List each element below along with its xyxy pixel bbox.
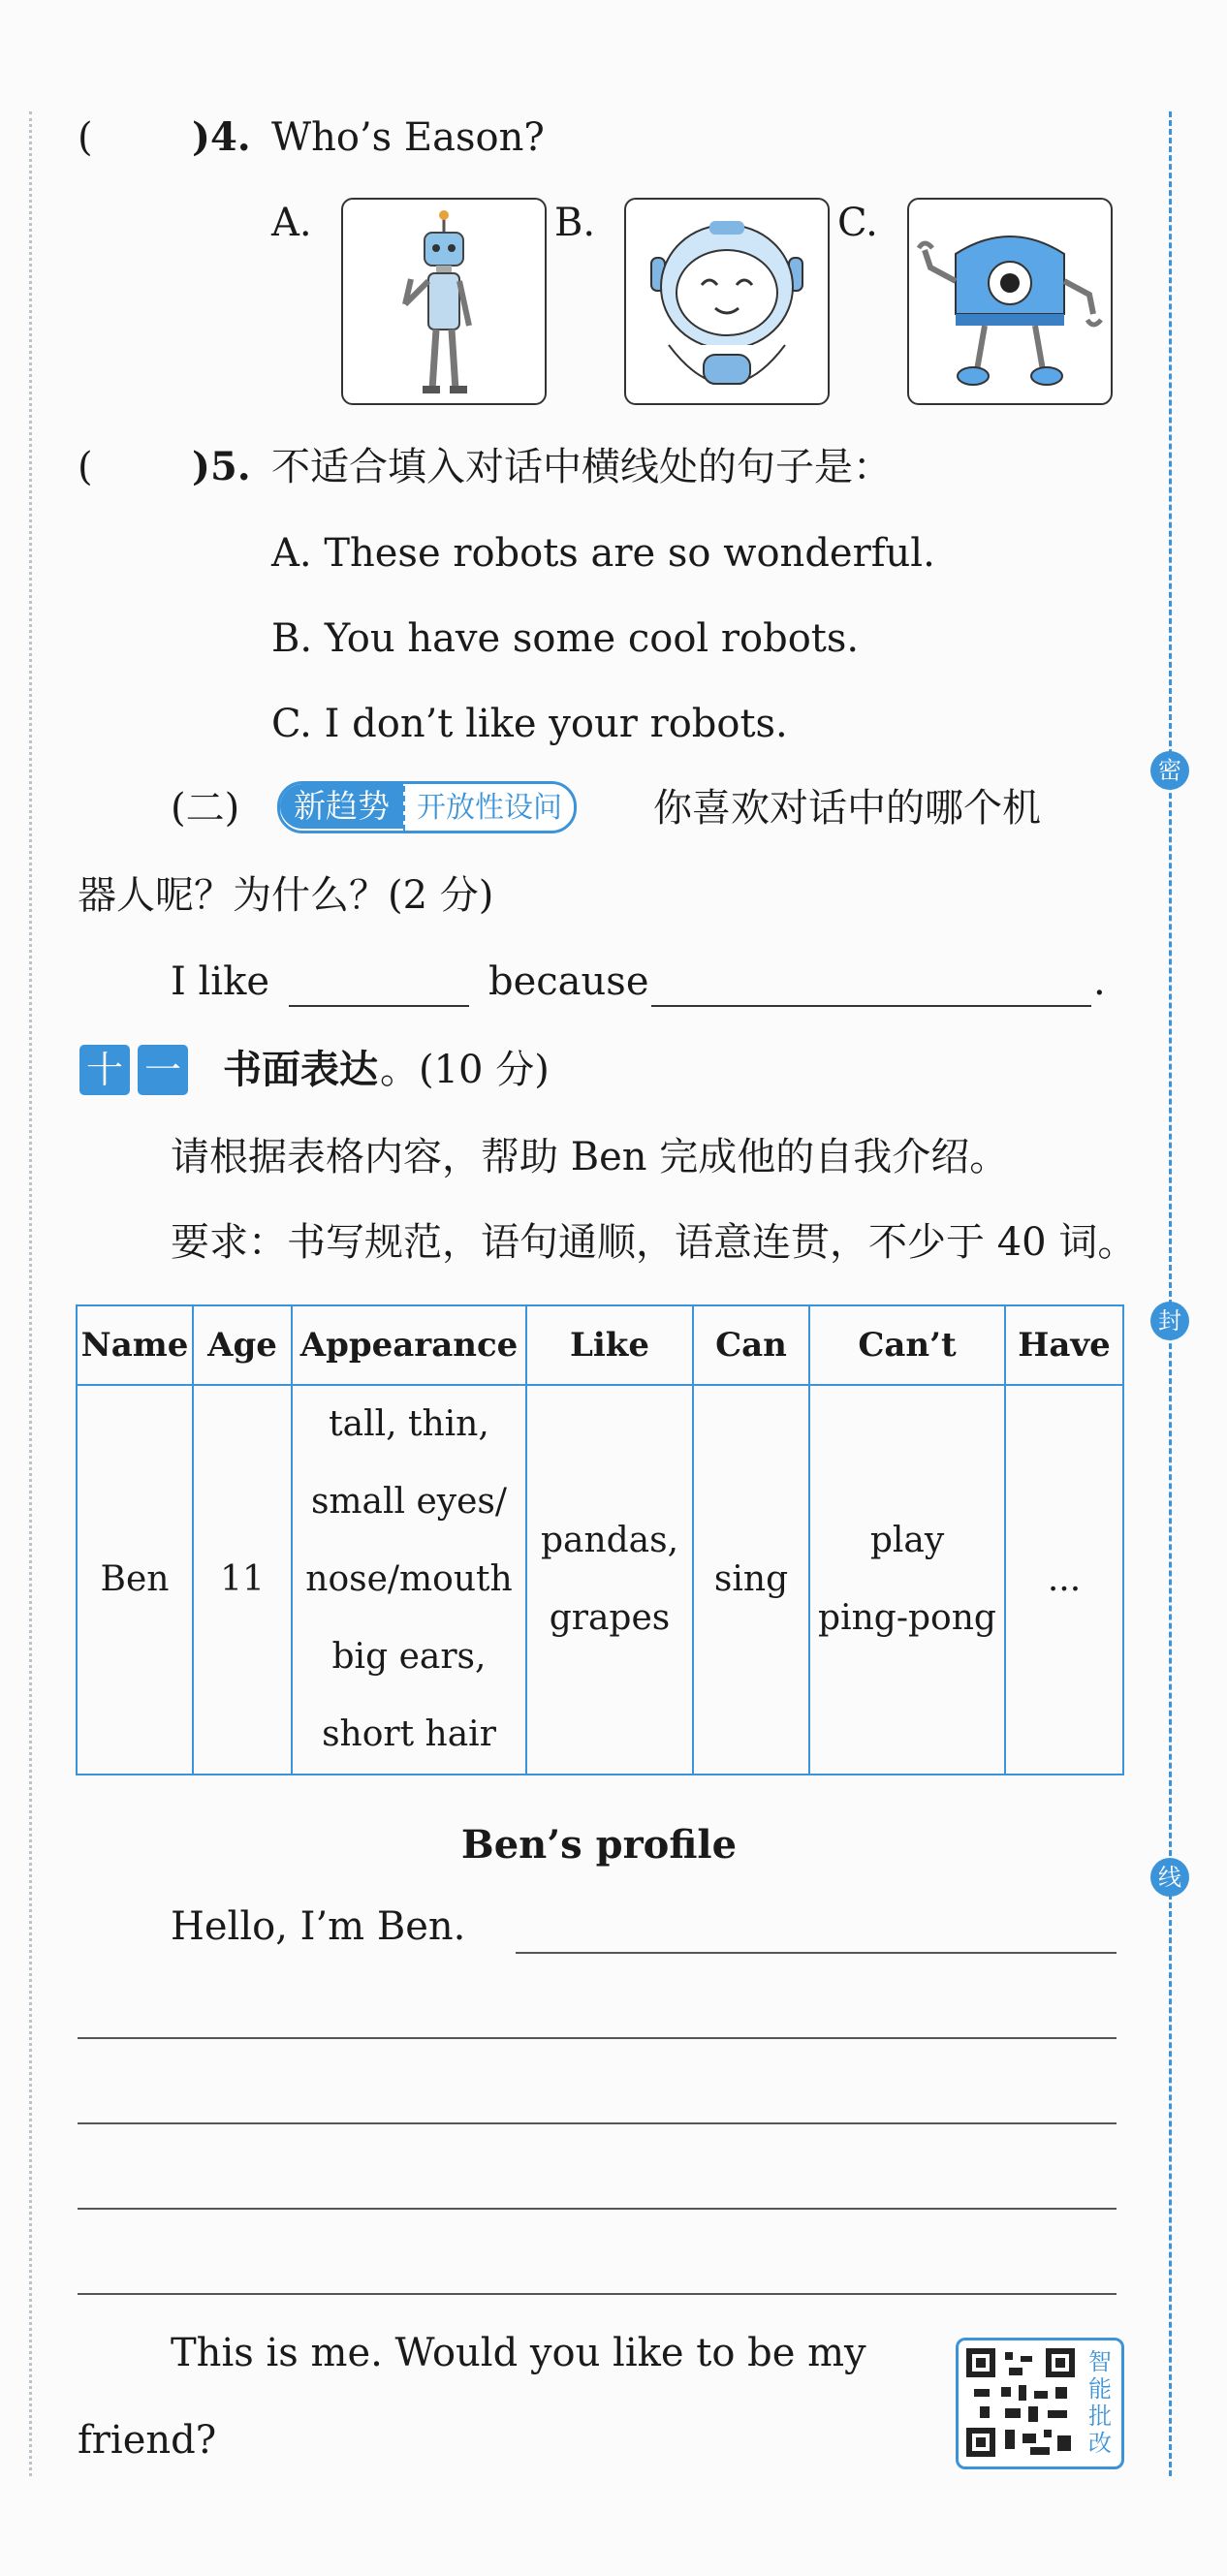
q4-option-c-image[interactable] <box>907 198 1113 405</box>
cell-appearance <box>292 1385 526 1775</box>
appearance-line: small eyes/ <box>310 1482 508 1522</box>
new-trend-tag-left: 新趋势 <box>280 784 403 829</box>
cell-like <box>526 1385 693 1775</box>
ben-info-table <box>76 1304 1124 1775</box>
qr-label-char: 智 <box>1088 2348 1112 2375</box>
cant-line: play <box>869 1521 945 1560</box>
q5-option-b: B. You have some cool robots. <box>271 616 860 661</box>
q4-option-b-label: B. <box>554 201 596 245</box>
q5-question: 不适合填入对话中横线处的句子是： <box>271 445 892 489</box>
q5-number: )5. <box>192 444 251 489</box>
one-eye-robot-with-claws-icon <box>909 200 1111 403</box>
cell-cant <box>809 1385 1005 1775</box>
part2-label: (二) <box>171 786 240 831</box>
header-age: Age <box>193 1305 292 1385</box>
profile-closing-line1: This is me. Would you like to be my <box>171 2331 866 2375</box>
cell-name: Ben <box>77 1385 193 1775</box>
q4-option-c-label: C. <box>837 201 878 245</box>
profile-closing-line2: friend? <box>78 2418 217 2463</box>
answer-blank-reason[interactable] <box>651 1005 1091 1007</box>
qr-label-char: 能 <box>1088 2375 1112 2403</box>
appearance-line: big ears, <box>331 1637 487 1677</box>
header-appearance: Appearance <box>292 1305 526 1385</box>
cell-have: ... <box>1005 1385 1123 1775</box>
appearance-line: nose/mouth <box>305 1559 513 1599</box>
cell-can: sing <box>693 1385 809 1775</box>
cell-age: 11 <box>193 1385 292 1775</box>
part2-question-line1: 你喜欢对话中的哪个机 <box>653 786 1041 831</box>
header-cant: Can’t <box>809 1305 1005 1385</box>
answer-blank-robot[interactable] <box>289 1005 469 1007</box>
table-header-row <box>77 1305 1123 1385</box>
part2-question-line2: 器人呢？为什么？(2 分) <box>78 873 494 918</box>
like-line: grapes <box>549 1598 671 1638</box>
qr-label-char: 改 <box>1088 2430 1112 2457</box>
q5-paren-open: ( <box>78 445 93 489</box>
section-points: 。(10 分) <box>380 1048 550 1092</box>
table-row <box>77 1385 1123 1775</box>
q4-option-b-image[interactable] <box>624 198 830 405</box>
q4-option-a-label: A. <box>271 201 312 245</box>
qr-label <box>1086 2348 1114 2457</box>
q5-option-a: A. These robots are so wonderful. <box>271 531 935 576</box>
profile-title: Ben’s profile <box>460 1822 738 1868</box>
cant-line: ping-pong <box>818 1598 996 1638</box>
smart-grading-qr[interactable] <box>956 2338 1124 2469</box>
header-like: Like <box>526 1305 693 1385</box>
side-mark-xian: 线 <box>1150 1858 1189 1897</box>
section-requirement: 要求：书写规范，语句通顺，语意连贯，不少于 40 词。 <box>171 1220 1137 1265</box>
appearance-line: tall, thin, <box>329 1404 489 1444</box>
writing-line[interactable] <box>78 2037 1117 2039</box>
section-number-one: 一 <box>138 1045 188 1095</box>
writing-line[interactable] <box>516 1952 1117 1954</box>
header-can: Can <box>693 1305 809 1385</box>
round-head-helmet-robot-icon <box>626 200 828 403</box>
cut-dashed-line <box>1169 111 1172 2476</box>
writing-line[interactable] <box>78 2208 1117 2210</box>
answer-i-like: I like <box>171 959 270 1004</box>
side-mark-mi: 密 <box>1150 751 1189 790</box>
header-name: Name <box>77 1305 193 1385</box>
section-instruction: 请根据表格内容，帮助 Ben 完成他的自我介绍。 <box>171 1135 1009 1179</box>
new-trend-tag <box>277 781 577 833</box>
q4-number: )4. <box>192 114 251 160</box>
qr-label-char: 批 <box>1088 2403 1112 2430</box>
q4-paren-open: ( <box>78 115 93 160</box>
writing-line[interactable] <box>78 2122 1117 2124</box>
qr-code-icon <box>966 2348 1075 2457</box>
writing-line[interactable] <box>78 2293 1117 2295</box>
answer-because: because <box>488 959 649 1004</box>
side-mark-feng: 封 <box>1150 1302 1189 1340</box>
q4-option-a-image[interactable] <box>341 198 547 405</box>
appearance-line: short hair <box>322 1714 496 1754</box>
new-trend-tag-right: 开放性设问 <box>403 786 574 831</box>
thin-humanoid-robot-icon <box>343 200 545 403</box>
q5-option-c: C. I don’t like your robots. <box>271 702 788 746</box>
like-line: pandas, <box>540 1521 679 1560</box>
binding-dotted-line <box>29 111 32 2476</box>
profile-opening: Hello, I’m Ben. <box>171 1904 466 1949</box>
header-have: Have <box>1005 1305 1123 1385</box>
q4-question: Who’s Eason? <box>271 115 545 160</box>
answer-period: . <box>1093 959 1106 1004</box>
section-number-ten: 十 <box>79 1045 130 1095</box>
section-title: 书面表达 <box>223 1048 378 1092</box>
